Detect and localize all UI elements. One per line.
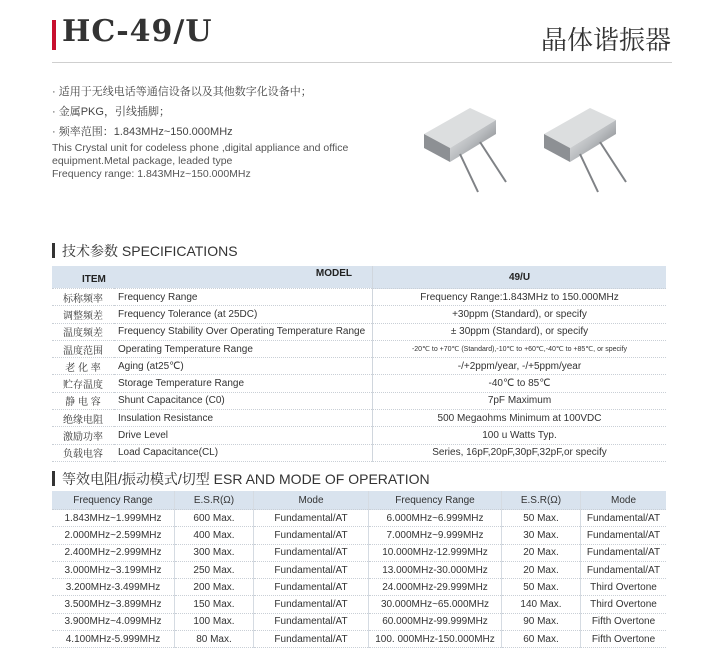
feature-item: · 频率范围：1.843MHz~150.000MHz bbox=[52, 126, 233, 138]
table-header-row bbox=[52, 491, 666, 510]
table-row bbox=[52, 323, 666, 340]
en-label: Insulation Resistance bbox=[114, 410, 373, 427]
table-row bbox=[52, 358, 666, 375]
table-cell: 2.400MHz~2.999MHz bbox=[52, 544, 175, 561]
spec-value: Frequency Range:1.843MHz to 150.000MHz bbox=[373, 289, 667, 306]
table-cell: 90 Max. bbox=[502, 613, 581, 630]
spec-value: -20℃ to +70℃ (Standard),-10℃ to +60℃,-40℃ to +85℃, or specify bbox=[373, 340, 667, 357]
spec-value: 7pF Maximum bbox=[373, 392, 667, 409]
table-cell: Fundamental/AT bbox=[254, 579, 369, 596]
table-cell: 150 Max. bbox=[175, 596, 254, 613]
cn-label: 调整频差 bbox=[52, 306, 114, 323]
table-cell: Fundamental/AT bbox=[581, 561, 667, 578]
description-line: This Crystal unit for codeless phone ,digital appliance and office bbox=[52, 142, 349, 154]
table-cell: 13.000MHz-30.000MHz bbox=[369, 561, 502, 578]
table-cell: Fundamental/AT bbox=[581, 510, 667, 527]
table-cell: 20 Max. bbox=[502, 544, 581, 561]
table-row bbox=[52, 427, 666, 444]
en-label: Operating Temperature Range bbox=[114, 340, 373, 357]
table-cell: 1.843MHz~1.999MHz bbox=[52, 510, 175, 527]
column-header: E.S.R(Ω) bbox=[175, 491, 254, 510]
accent-bar bbox=[52, 20, 56, 50]
specifications-heading: 技术参数 SPECIFICATIONS bbox=[52, 241, 238, 261]
page-title: HC-49/U bbox=[62, 14, 213, 49]
table-cell: Fundamental/AT bbox=[254, 631, 369, 648]
table-row bbox=[52, 375, 666, 392]
table-cell: Fundamental/AT bbox=[581, 544, 667, 561]
table-cell: Third Overtone bbox=[581, 579, 667, 596]
specifications-table bbox=[52, 266, 666, 462]
table-cell: Third Overtone bbox=[581, 596, 667, 613]
table-cell: 600 Max. bbox=[175, 510, 254, 527]
table-cell: 7.000MHz~9.999MHz bbox=[369, 527, 502, 544]
cn-label: 标称频率 bbox=[52, 289, 114, 306]
table-cell: 60.000MHz-99.999MHz bbox=[369, 613, 502, 630]
header bbox=[0, 0, 715, 60]
column-header: Frequency Range bbox=[369, 491, 502, 510]
table-cell: Fundamental/AT bbox=[254, 613, 369, 630]
en-label: Frequency Range bbox=[114, 289, 373, 306]
table-row bbox=[52, 392, 666, 409]
en-label: Frequency Stability Over Operating Temperature Range bbox=[114, 323, 373, 340]
item-model-header bbox=[52, 266, 373, 289]
column-header: Mode bbox=[581, 491, 667, 510]
crystal-photo bbox=[530, 96, 650, 196]
table-cell: Fundamental/AT bbox=[254, 544, 369, 561]
table-cell: 50 Max. bbox=[502, 579, 581, 596]
spec-value: 500 Megaohms Minimum at 100VDC bbox=[373, 410, 667, 427]
table-row bbox=[52, 579, 666, 596]
cn-label: 负载电容 bbox=[52, 444, 114, 461]
table-cell: Fundamental/AT bbox=[254, 561, 369, 578]
spec-value: -/+2ppm/year, -/+5ppm/year bbox=[373, 358, 667, 375]
spec-value: Series, 16pF,20pF,30pF,32pF,or specify bbox=[373, 444, 667, 461]
divider bbox=[52, 62, 672, 63]
table-cell: Fundamental/AT bbox=[581, 527, 667, 544]
column-header: E.S.R(Ω) bbox=[502, 491, 581, 510]
model-value: 49/U bbox=[373, 266, 667, 289]
table-cell: 50 Max. bbox=[502, 510, 581, 527]
cn-label: 贮存温度 bbox=[52, 375, 114, 392]
table-row bbox=[52, 544, 666, 561]
table-row bbox=[52, 306, 666, 323]
table-cell: 3.000MHz~3.199MHz bbox=[52, 561, 175, 578]
table-cell: 30 Max. bbox=[502, 527, 581, 544]
table-cell: 200 Max. bbox=[175, 579, 254, 596]
table-cell: 60 Max. bbox=[502, 631, 581, 648]
table-row bbox=[52, 410, 666, 427]
en-label: Frequency Tolerance (at 25DC) bbox=[114, 306, 373, 323]
table-cell: 10.000MHz-12.999MHz bbox=[369, 544, 502, 561]
en-label: Load Capacitance(CL) bbox=[114, 444, 373, 461]
table-cell: 100. 000MHz-150.000MHz bbox=[369, 631, 502, 648]
table-row bbox=[52, 561, 666, 578]
spec-value: 100 u Watts Typ. bbox=[373, 427, 667, 444]
spec-value: ± 30ppm (Standard), or specify bbox=[373, 323, 667, 340]
en-label: Drive Level bbox=[114, 427, 373, 444]
description-line: equipment.Metal package, leaded type bbox=[52, 155, 233, 167]
spec-value: -40℃ to 85℃ bbox=[373, 375, 667, 392]
table-row bbox=[52, 596, 666, 613]
table-cell: Fifth Overtone bbox=[581, 613, 667, 630]
spec-value: +30ppm (Standard), or specify bbox=[373, 306, 667, 323]
table-cell: 250 Max. bbox=[175, 561, 254, 578]
table-row bbox=[52, 631, 666, 648]
cn-label: 温度频差 bbox=[52, 323, 114, 340]
table-cell: 20 Max. bbox=[502, 561, 581, 578]
column-header: Mode bbox=[254, 491, 369, 510]
table-cell: 300 Max. bbox=[175, 544, 254, 561]
item-header: ITEM bbox=[82, 274, 106, 285]
table-row bbox=[52, 527, 666, 544]
feature-item: · 适用于无线电话等通信设备以及其他数字化设备中； bbox=[52, 86, 312, 98]
cn-label: 静 电 容 bbox=[52, 392, 114, 409]
table-cell: 4.100MHz-5.999MHz bbox=[52, 631, 175, 648]
table-cell: 3.500MHz~3.899MHz bbox=[52, 596, 175, 613]
feature-list bbox=[52, 82, 372, 181]
en-label: Shunt Capacitance (C0) bbox=[114, 392, 373, 409]
cn-label: 温度范围 bbox=[52, 340, 114, 357]
table-cell: Fundamental/AT bbox=[254, 510, 369, 527]
table-cell: Fifth Overtone bbox=[581, 631, 667, 648]
table-row bbox=[52, 340, 666, 357]
en-label: Aging (at25℃) bbox=[114, 358, 373, 375]
model-header: MODEL bbox=[315, 268, 352, 279]
table-cell: 6.000MHz~6.999MHz bbox=[369, 510, 502, 527]
table-row bbox=[52, 289, 666, 306]
table-cell: Fundamental/AT bbox=[254, 527, 369, 544]
crystal-photo bbox=[410, 96, 530, 196]
column-header: Frequency Range bbox=[52, 491, 175, 510]
table-row bbox=[52, 613, 666, 630]
table-header-row bbox=[52, 266, 666, 289]
table-cell: 80 Max. bbox=[175, 631, 254, 648]
table-cell: 2.000MHz~2.599MHz bbox=[52, 527, 175, 544]
esr-heading: 等效电阻/振动模式/切型 ESR AND MODE OF OPERATION bbox=[52, 469, 430, 489]
table-cell: 100 Max. bbox=[175, 613, 254, 630]
table-cell: 3.900MHz~4.099MHz bbox=[52, 613, 175, 630]
description-line: Frequency range: 1.843MHz~150.000MHz bbox=[52, 168, 251, 180]
table-cell: Fundamental/AT bbox=[254, 596, 369, 613]
esr-table bbox=[52, 491, 666, 648]
en-label: Storage Temperature Range bbox=[114, 375, 373, 392]
product-category-title: 晶体谐振器 bbox=[540, 25, 671, 55]
cn-label: 老 化 率 bbox=[52, 358, 114, 375]
table-row bbox=[52, 510, 666, 527]
cn-label: 激励功率 bbox=[52, 427, 114, 444]
table-row bbox=[52, 444, 666, 461]
feature-item: · 金属PKG，引线插脚； bbox=[52, 106, 170, 118]
cn-label: 绝缘电阻 bbox=[52, 410, 114, 427]
table-cell: 140 Max. bbox=[502, 596, 581, 613]
table-cell: 400 Max. bbox=[175, 527, 254, 544]
table-cell: 30.000MHz~65.000MHz bbox=[369, 596, 502, 613]
table-cell: 24.000MHz-29.999MHz bbox=[369, 579, 502, 596]
table-cell: 3.200MHz-3.499MHz bbox=[52, 579, 175, 596]
